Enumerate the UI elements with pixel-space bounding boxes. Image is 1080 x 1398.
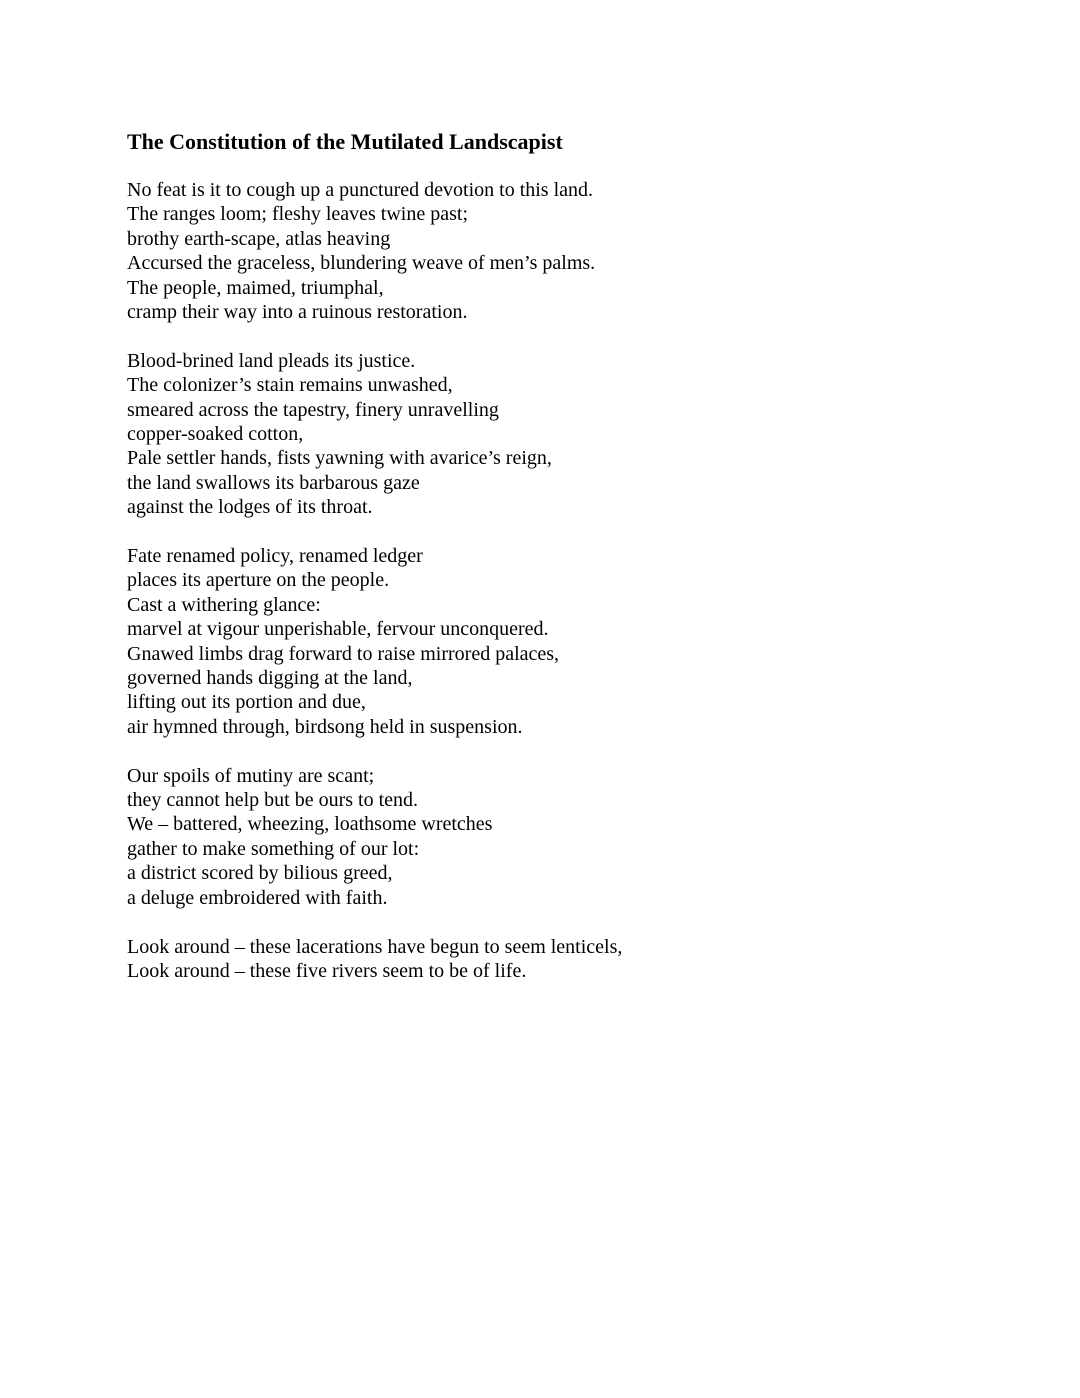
poem-line: The colonizer’s stain remains unwashed, <box>127 374 453 397</box>
poem <box>127 128 1027 1008</box>
poem-line: Blood-brined land pleads its justice. <box>127 349 416 372</box>
poem-line: The people, maimed, triumphal, <box>127 276 384 299</box>
poem-line: No feat is it to cough up a punctured devotion to this land. <box>127 179 594 201</box>
poem-line: governed hands digging at the land, <box>127 667 413 690</box>
poem-line: they cannot help but be ours to tend. <box>127 789 419 812</box>
poem-line: brothy earth-scape, atlas heaving <box>127 227 391 250</box>
poem-line: places its aperture on the people. <box>127 569 390 592</box>
stanza <box>127 349 1027 520</box>
poem-line: a deluge embroidered with faith. <box>127 886 388 909</box>
poem-line: marvel at vigour unperishable, fervour unconquered. <box>127 618 549 641</box>
poem-line: gather to make something of our lot: <box>127 837 420 860</box>
poem-line: smeared across the tapestry, finery unravelling <box>127 398 499 421</box>
poem-line: Look around – these five rivers seem to be of life. <box>127 959 527 982</box>
stanza <box>127 935 1027 984</box>
poem-title: The Constitution of the Mutilated Landscapist <box>127 129 563 154</box>
poem-line: a district scored by bilious greed, <box>127 862 393 885</box>
poem-line: copper-soaked cotton, <box>127 423 304 446</box>
poem-line: Cast a withering glance: <box>127 593 321 616</box>
poem-line: against the lodges of its throat. <box>127 496 373 519</box>
poem-line: Fate renamed policy, renamed ledger <box>127 545 423 568</box>
poem-line: lifting out its portion and due, <box>127 691 366 714</box>
poem-line: Our spoils of mutiny are scant; <box>127 764 375 787</box>
poem-line: cramp their way into a ruinous restoration. <box>127 300 468 323</box>
poem-line: the land swallows its barbarous gaze <box>127 471 420 494</box>
poem-line: The ranges loom; fleshy leaves twine past; <box>127 203 469 226</box>
poem-line: Gnawed limbs drag forward to raise mirrored palaces, <box>127 642 560 665</box>
stanza <box>127 764 1027 910</box>
poem-line: Pale settler hands, fists yawning with avarice’s reign, <box>127 447 552 470</box>
poem-line: Accursed the graceless, blundering weave of men’s palms. <box>127 252 596 275</box>
poem-line: air hymned through, birdsong held in suspension. <box>127 715 523 738</box>
poem-line: Look around – these lacerations have begun to seem lenticels, <box>127 935 623 958</box>
poem-body <box>127 178 1027 983</box>
poem-line: We – battered, wheezing, loathsome wretches <box>127 813 493 836</box>
stanza <box>127 178 1027 324</box>
stanza <box>127 544 1027 739</box>
